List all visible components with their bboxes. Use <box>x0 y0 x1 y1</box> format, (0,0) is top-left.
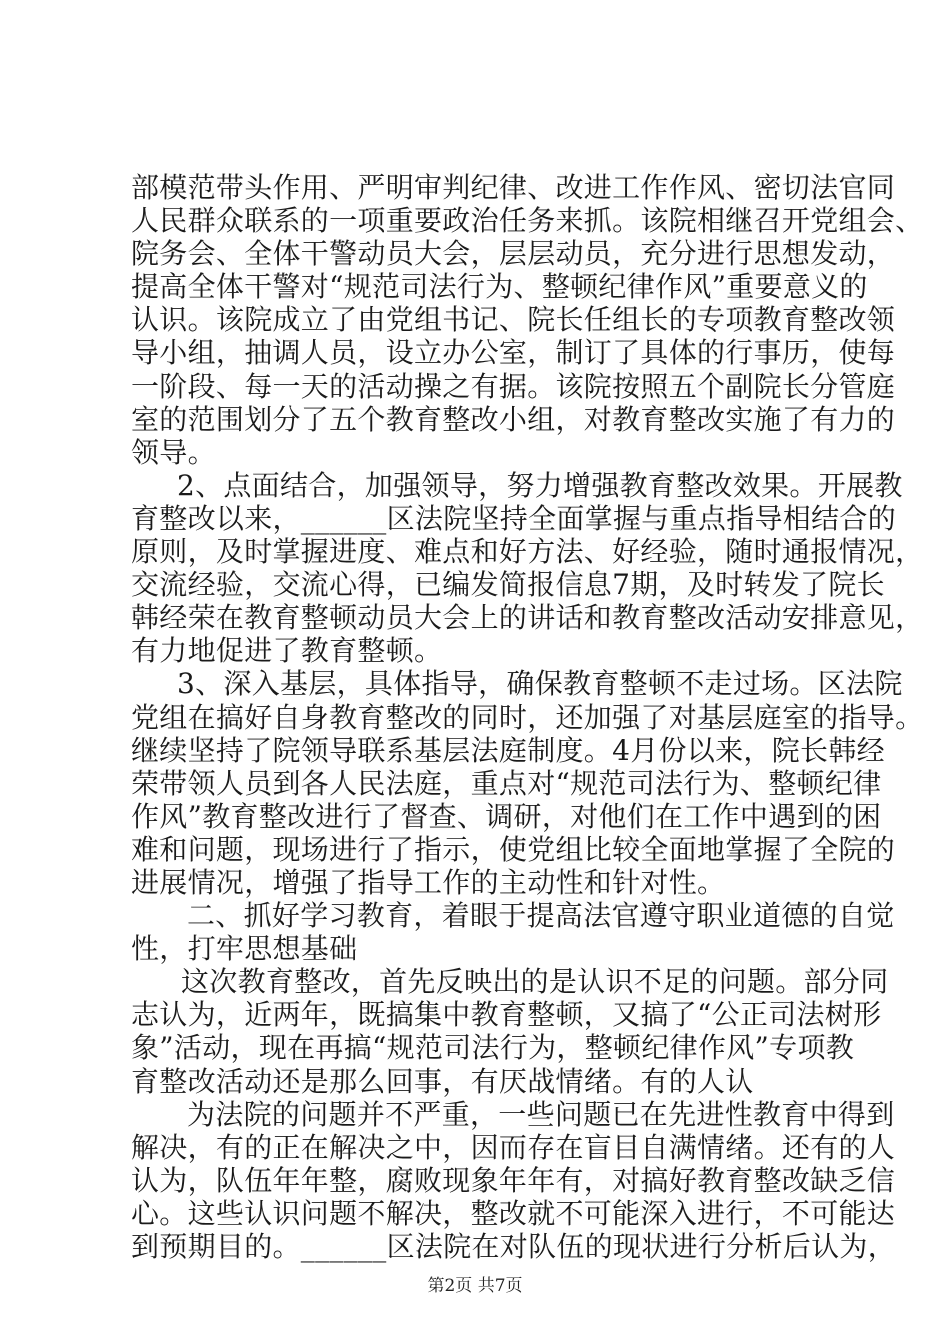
document-body <box>131 171 924 1263</box>
text-line: 荣带领人员到各人民法庭，重点对“规范司法行为、整顿纪律 <box>131 766 882 800</box>
text-line: 育整改活动还是那么回事，有厌战情绪。有的人认 <box>131 1064 754 1098</box>
text-line: 韩经荣在教育整顿动员大会上的讲话和教育整改活动安排意见， <box>131 601 924 635</box>
text-line: 原则，及时掌握进度、难点和好方法、好经验，随时通报情况， <box>131 535 924 569</box>
text-line: 继续坚持了院领导联系基层法庭制度。4月份以来，院长韩经 <box>131 733 885 767</box>
text-line: 2、点面结合，加强领导，努力增强教育整改效果。开展教 <box>177 468 903 502</box>
text-line: 心。这些认识问题不解决，整改就不可能深入进行，不可能达 <box>131 1196 896 1230</box>
text-line: 室的范围划分了五个教育整改小组，对教育整改实施了有力的 <box>131 402 896 436</box>
text-line: 作风”教育整改进行了督查、调研，对他们在工作中遇到的困 <box>131 799 882 833</box>
text-line: 象”活动，现在再搞“规范司法行为，整顿纪律作风”专项教 <box>131 1031 855 1065</box>
text-line: 导小组，抽调人员，设立办公室，制订了具体的行事历，使每 <box>131 336 896 370</box>
text-line: 认为，队伍年年整，腐败现象年年有，对搞好教育整改缺乏信 <box>131 1163 896 1197</box>
text-line: 志认为，近两年，既搞集中教育整顿，又搞了“公正司法树形 <box>131 998 882 1032</box>
text-line: 院务会、全体干警动员大会，层层动员，充分进行思想发动， <box>131 237 896 271</box>
text-line: 这次教育整改，首先反映出的是认识不足的问题。部分同 <box>181 965 889 999</box>
text-line: 到预期目的。______区法院在对队伍的现状进行分析后认为， <box>131 1230 897 1263</box>
text-line: 认识。该院成立了由党组书记、院长任组长的专项教育整改领 <box>131 303 896 337</box>
text-line: 性，打牢思想基础 <box>131 932 358 966</box>
text-line: 党组在搞好自身教育整改的同时，还加强了对基层庭室的指导。 <box>131 700 924 734</box>
text-line: 为法院的问题并不严重，一些问题已在先进性教育中得到 <box>187 1097 895 1131</box>
text-line: 难和问题，现场进行了指示，使党组比较全面地掌握了全院的 <box>131 832 896 866</box>
text-line: 人民群众联系的一项重要政治任务来抓。该院相继召开党组会、 <box>131 204 924 238</box>
text-line: 提高全体干警对“规范司法行为、整顿纪律作风”重要意义的 <box>131 270 868 304</box>
text-line: 部模范带头作用、严明审判纪律、改进工作作风、密切法官同 <box>131 171 896 204</box>
text-line: 有力地促进了教育整顿。 <box>131 634 443 668</box>
text-line: 二、抓好学习教育，着眼于提高法官遵守职业道德的自觉 <box>187 899 895 933</box>
page-number-footer: 第2页 共7页 <box>427 1276 523 1296</box>
text-line: 解决，有的正在解决之中，因而存在盲目自满情绪。还有的人 <box>131 1130 896 1164</box>
text-line: 3、深入基层，具体指导，确保教育整顿不走过场。区法院 <box>177 667 903 701</box>
text-line: 一阶段、每一天的活动操之有据。该院按照五个副院长分管庭 <box>131 369 896 403</box>
text-line: 领导。 <box>131 435 216 469</box>
text-line: 进展情况，增强了指导工作的主动性和针对性。 <box>131 865 726 899</box>
text-line: 交流经验，交流心得，已编发简报信息7期，及时转发了院长 <box>131 568 885 602</box>
text-line: 育整改以来，______区法院坚持全面掌握与重点指导相结合的 <box>131 501 897 535</box>
